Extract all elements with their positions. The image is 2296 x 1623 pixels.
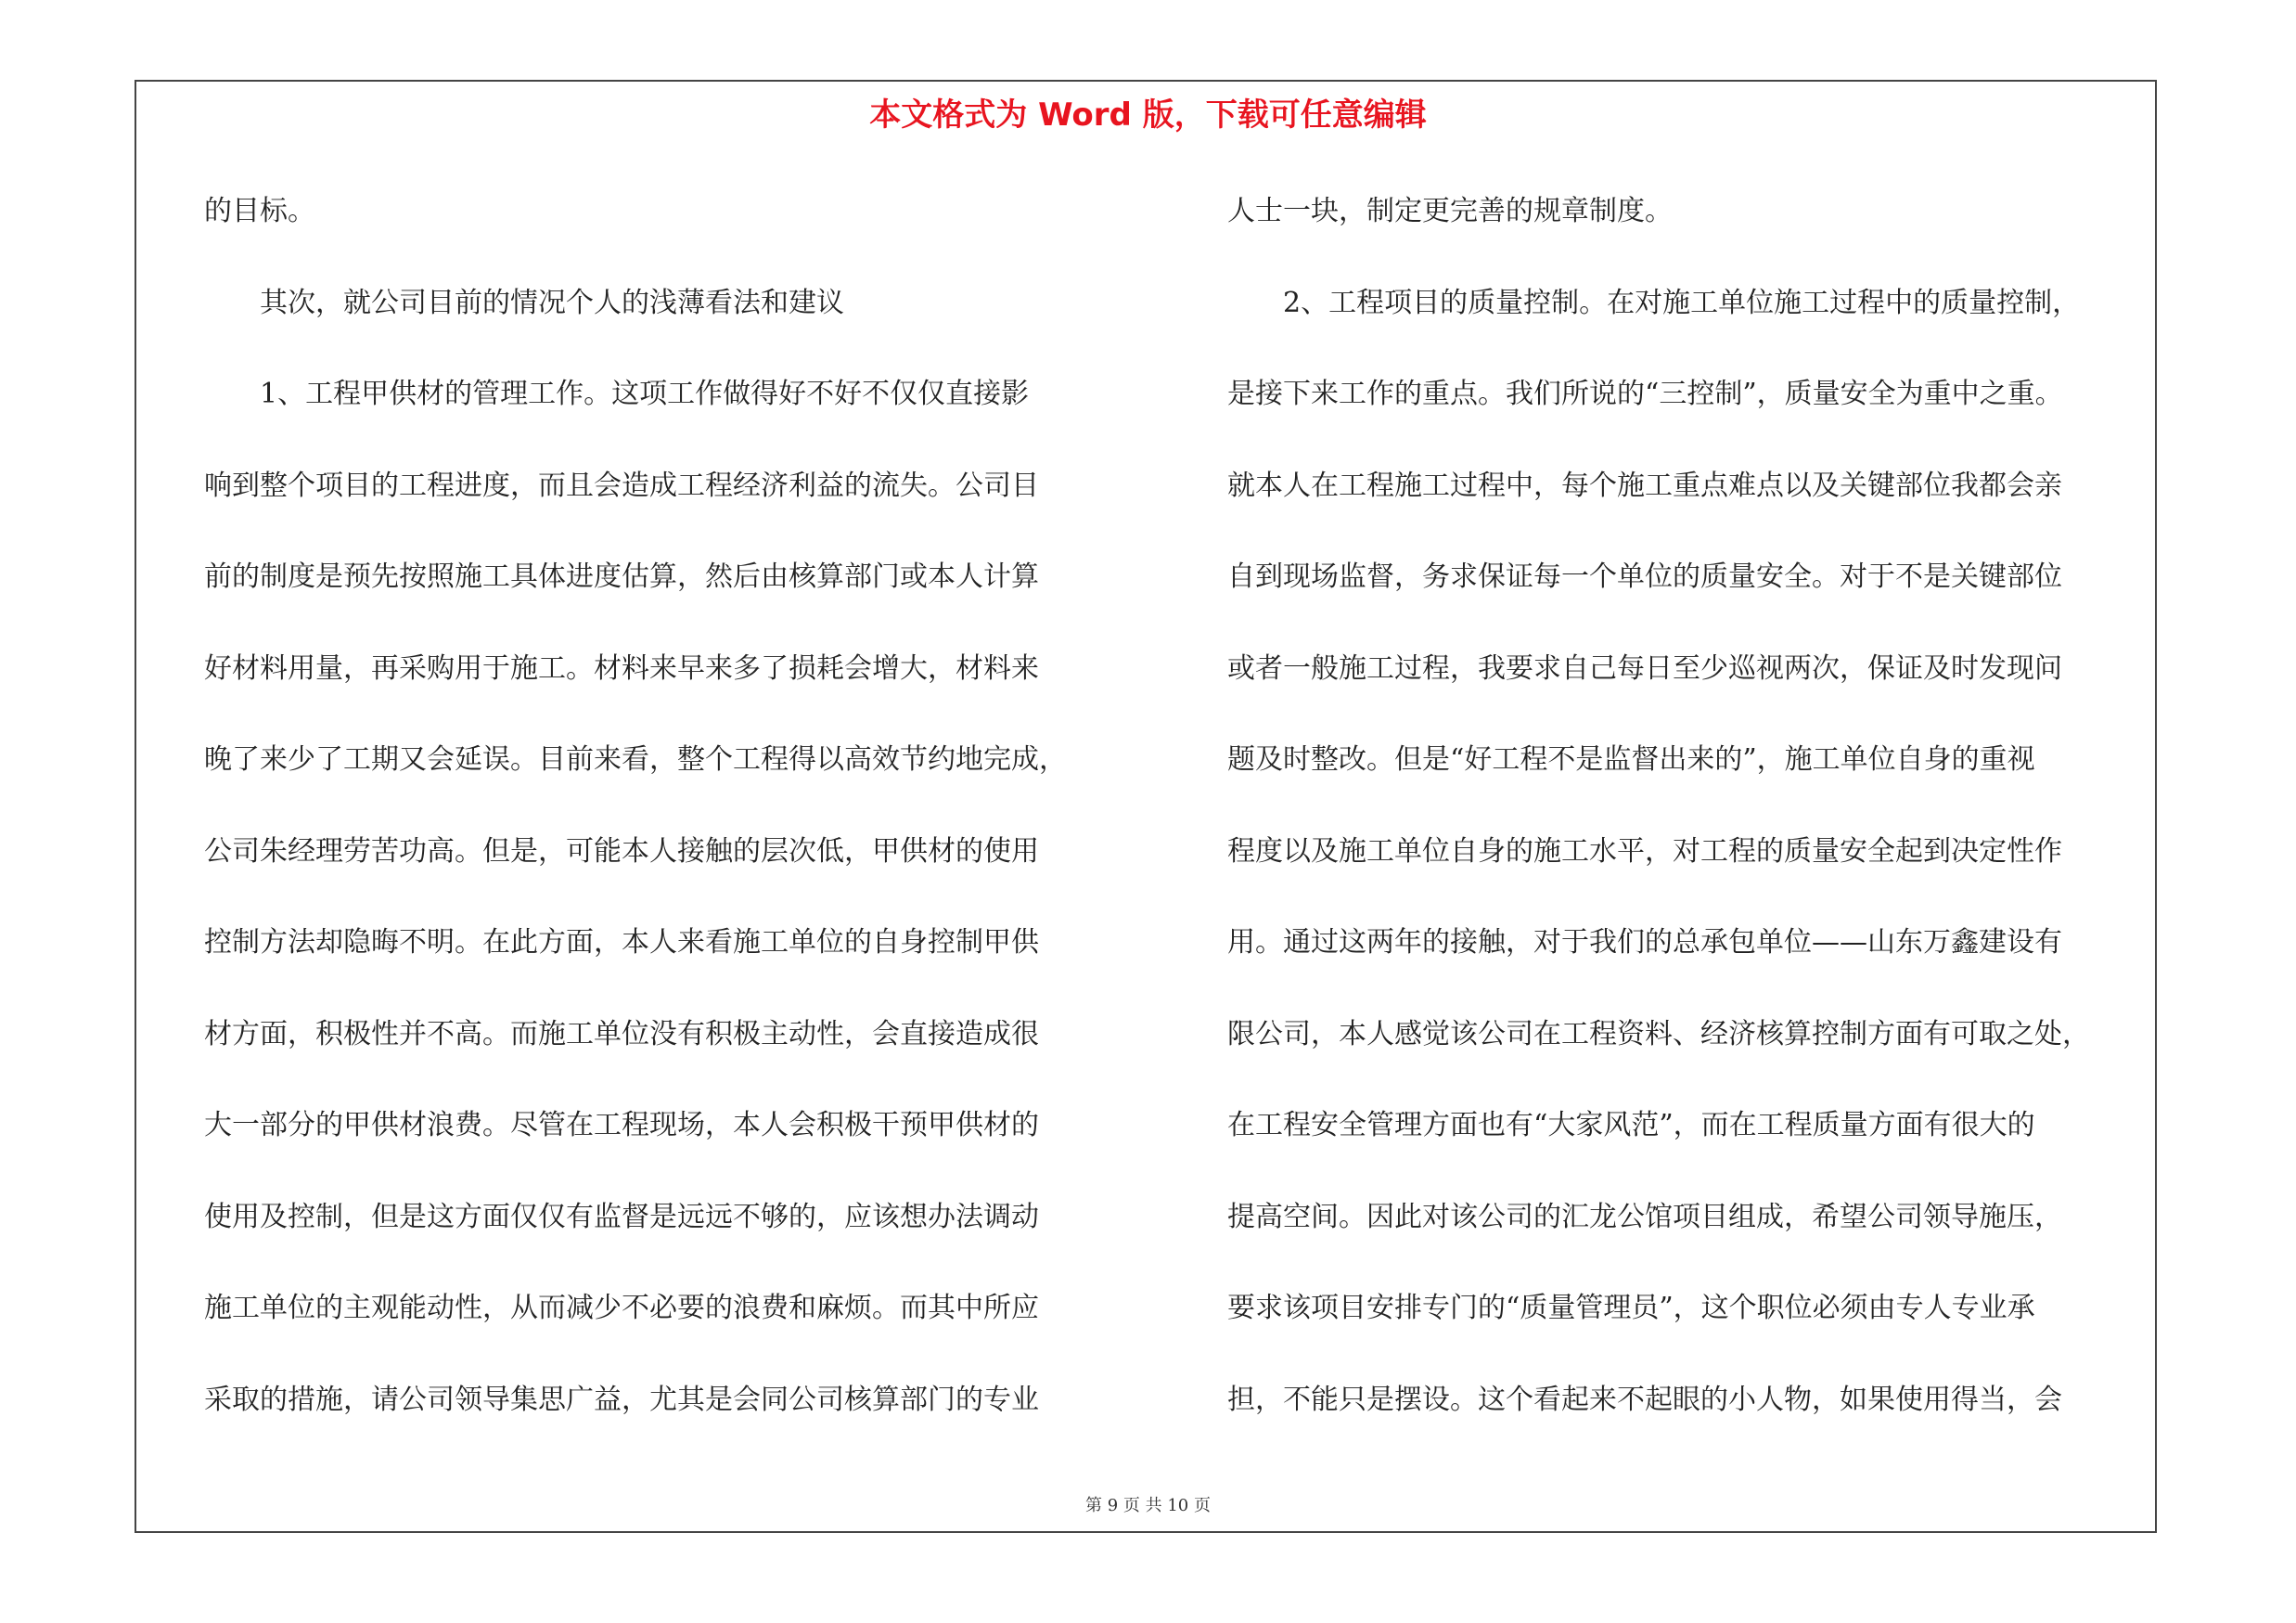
text-line: 题及时整改。但是“好工程不是监督出来的”，施工单位自身的重视 [1227, 743, 2035, 776]
text-line: 2、工程项目的质量控制。在对施工单位施工过程中的质量控制， [1227, 286, 2081, 319]
text-line: 是接下来工作的重点。我们所说的“三控制”，质量安全为重中之重。 [1227, 378, 2063, 410]
text-line: 1、工程甲供材的管理工作。这项工作做得好不好不仅仅直接影 [204, 378, 1030, 410]
text-line: 前的制度是预先按照施工具体进度估算，然后由核算部门或本人计算 [204, 560, 1039, 593]
page-number-footer: 第 9 页 共 10 页 [1085, 1496, 1211, 1515]
text-line: 大一部分的甲供材浪费。尽管在工程现场，本人会积极干预甲供材的 [204, 1109, 1039, 1141]
left-text-column [204, 182, 1132, 1462]
text-line: 要求该项目安排专门的“质量管理员”，这个职位必须由专人专业承 [1227, 1292, 2035, 1324]
text-line: 采取的措施，请公司领导集思广益，尤其是会同公司核算部门的专业 [204, 1383, 1039, 1416]
text-line: 就本人在工程施工过程中，每个施工重点难点以及关键部位我都会亲 [1227, 469, 2062, 502]
text-line: 提高空间。因此对该公司的汇龙公馆项目组成，希望公司领导施压， [1227, 1200, 2062, 1233]
text-line: 或者一般施工过程，我要求自己每日至少巡视两次，保证及时发现问 [1227, 651, 2062, 685]
text-line: 用。通过这两年的接触，对于我们的总承包单位——山东万鑫建设有 [1227, 926, 2062, 959]
text-line: 材方面，积极性并不高。而施工单位没有积极主动性，会直接造成很 [204, 1017, 1039, 1050]
text-line: 使用及控制，但是这方面仅仅有监督是远远不够的，应该想办法调动 [204, 1200, 1039, 1233]
text-line: 人士一块，制定更完善的规章制度。 [1227, 195, 1673, 227]
text-line: 施工单位的主观能动性，从而减少不必要的浪费和麻烦。而其中所应 [204, 1292, 1039, 1324]
text-line: 其次，就公司目前的情况个人的浅薄看法和建议 [204, 286, 844, 319]
text-line: 限公司，本人感觉该公司在工程资料、经济核算控制方面有可取之处， [1227, 1017, 2090, 1050]
text-line: 的目标。 [204, 195, 315, 227]
text-line: 担，不能只是摆设。这个看起来不起眼的小人物，如果使用得当，会 [1227, 1383, 2062, 1416]
text-line: 晚了来少了工期又会延误。目前来看，整个工程得以高效节约地完成， [204, 743, 1067, 776]
text-line: 控制方法却隐晦不明。在此方面，本人来看施工单位的自身控制甲供 [204, 926, 1039, 959]
text-line: 在工程安全管理方面也有“大家风范”，而在工程质量方面有很大的 [1227, 1109, 2035, 1141]
document-header: 本文格式为 Word 版，下载可任意编辑 [869, 97, 1427, 134]
text-line: 响到整个项目的工程进度，而且会造成工程经济利益的流失。公司目 [204, 469, 1039, 502]
text-line: 程度以及施工单位自身的施工水平，对工程的质量安全起到决定性作 [1227, 834, 2062, 868]
text-line: 自到现场监督，务求保证每一个单位的质量安全。对于不是关键部位 [1227, 560, 2062, 593]
right-text-column [1227, 182, 2155, 1462]
text-line: 公司朱经理劳苦功高。但是，可能本人接触的层次低，甲供材的使用 [204, 834, 1039, 868]
text-line: 好材料用量，再采购用于施工。材料来早来多了损耗会增大，材料来 [204, 651, 1039, 685]
